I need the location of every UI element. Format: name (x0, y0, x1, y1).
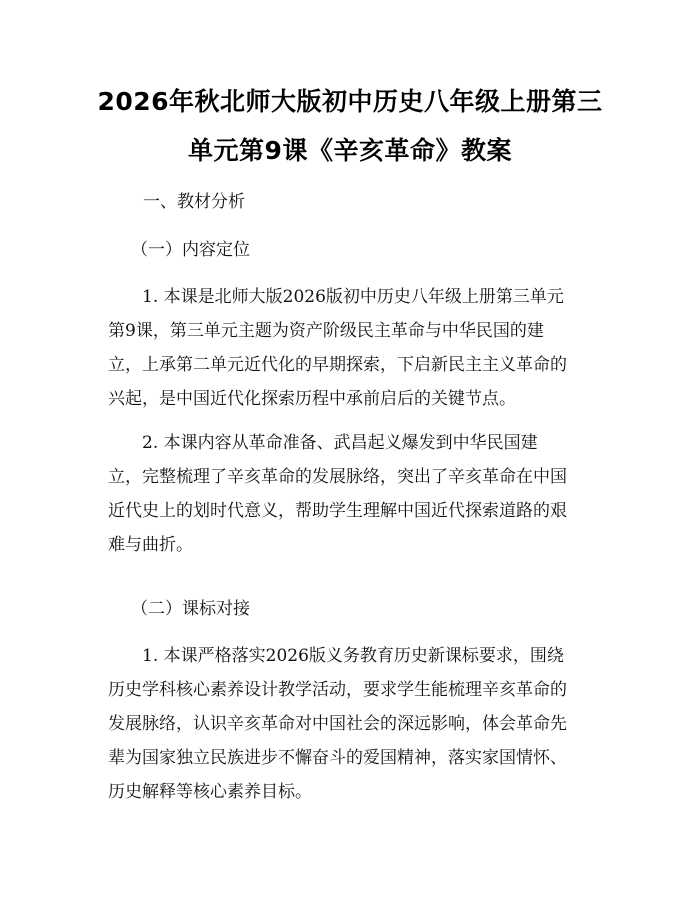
subsection-heading-content-positioning: （一）内容定位 (131, 240, 250, 260)
paragraph-content-positioning-1 (108, 280, 596, 416)
paragraph-line: 立，上承第二单元近代化的早期探索，下启新民主主义革命的 (108, 355, 567, 375)
paragraph-line: 历史解释等核心素养目标。 (108, 782, 312, 802)
paragraph-line: 难与曲折。 (108, 535, 193, 555)
subsection-heading-curriculum-alignment: （二）课标对接 (131, 599, 250, 619)
paragraph-line: 1. 本课是北师大版2026版初中历史八年级上册第三单元 (142, 287, 564, 307)
paragraph-curriculum-alignment-1 (108, 639, 596, 809)
paragraph-line: 近代史上的划时代意义，帮助学生理解中国近代探索道路的艰 (108, 501, 567, 521)
paragraph-line: 2. 本课内容从革命准备、武昌起义爆发到中华民国建 (142, 433, 538, 453)
document-title-line-1: 2026年秋北师大版初中历史八年级上册第三 (97, 87, 603, 116)
paragraph-line: 1. 本课严格落实2026版义务教育历史新课标要求，围绕 (142, 646, 564, 666)
section-heading-textbook-analysis: 一、教材分析 (143, 192, 245, 212)
paragraph-line: 兴起，是中国近代化探索历程中承前启后的关键节点。 (108, 389, 516, 409)
paragraph-line: 历史学科核心素养设计教学活动，要求学生能梳理辛亥革命的 (108, 680, 567, 700)
paragraph-line: 立，完整梳理了辛亥革命的发展脉络，突出了辛亥革命在中国 (108, 467, 567, 487)
paragraph-line: 辈为国家独立民族进步不懈奋斗的爱国精神，落实家国情怀、 (108, 748, 567, 768)
paragraph-content-positioning-2 (108, 426, 596, 562)
paragraph-line: 发展脉络，认识辛亥革命对中国社会的深远影响，体会革命先 (108, 714, 567, 734)
paragraph-line: 第9课，第三单元主题为资产阶级民主革命与中华民国的建 (108, 321, 544, 341)
document-title-line-2: 单元第9课《辛亥革命》教案 (188, 136, 512, 165)
